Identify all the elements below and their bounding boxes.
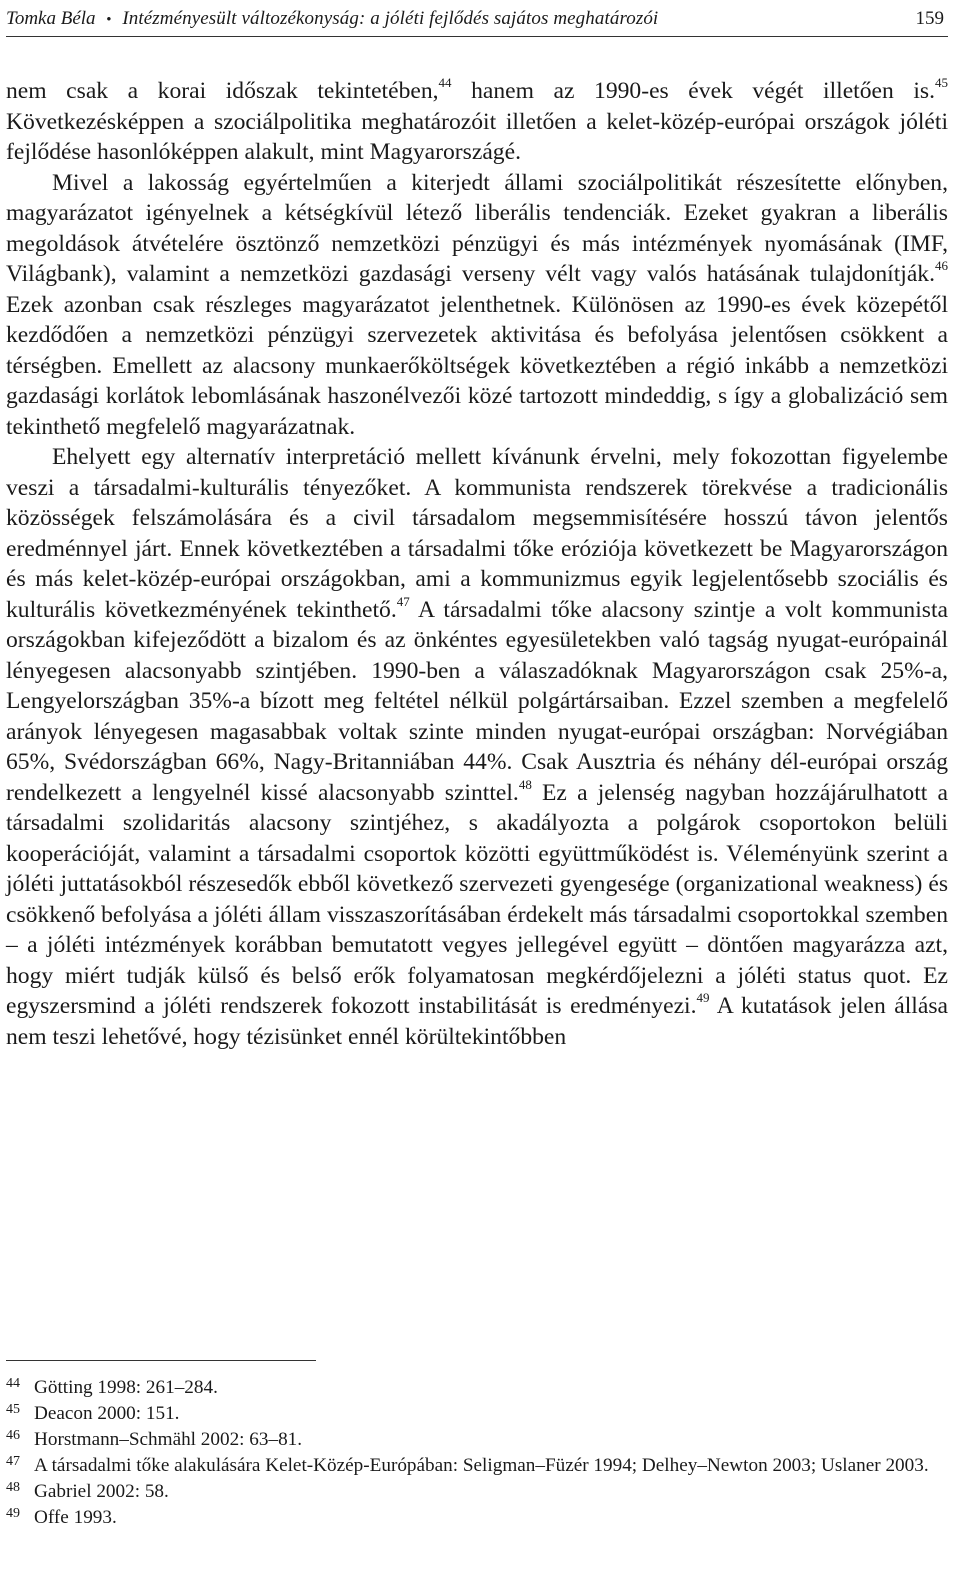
footnote-48	[6, 1479, 948, 1505]
paragraph-3	[6, 442, 948, 1052]
footnote-text: Götting 1998: 261–284.	[34, 1377, 218, 1398]
footnote-number: 45	[6, 1402, 20, 1417]
footnote-ref-46[interactable]: 46	[935, 258, 948, 274]
footnote-49	[6, 1505, 948, 1531]
paragraph-text: A kutatások jelen állása nem teszi lehetővé, hogy tézisünket ennél körültekintőbben	[6, 993, 948, 1050]
footnote-45	[6, 1401, 948, 1427]
running-head	[6, 6, 948, 37]
paragraph-text: hanem az 1990-es évek végét illetően is.	[451, 78, 935, 104]
footnote-ref-49[interactable]: 49	[696, 990, 710, 1006]
footnote-ref-47[interactable]: 47	[396, 593, 410, 609]
footnote-number: 48	[6, 1480, 20, 1495]
footnote-text: A társadalmi tőke alakulására Kelet-Közép-Európában: Seligman–Füzér 1994; Delhey–Newton 2003; Uslaner 2003.	[34, 1455, 929, 1476]
footnote-divider	[6, 1360, 316, 1361]
paragraph-text: nem csak a korai időszak tekintetében,	[6, 78, 439, 104]
footnote-text: Deacon 2000: 151.	[34, 1403, 180, 1424]
footnote-ref-48[interactable]: 48	[518, 776, 532, 792]
footnote-text: Gabriel 2002: 58.	[34, 1481, 169, 1502]
body-text	[6, 76, 948, 1052]
paragraph-2	[6, 168, 948, 443]
footnote-46	[6, 1427, 948, 1453]
footnote-44	[6, 1375, 948, 1401]
paragraph-1	[6, 76, 948, 168]
paragraph-text: Ehelyett egy alternatív interpretáció mellett kívánunk érvelni, mely fokozottan figyelembe veszi a társadalmi-kulturális tényezőket. A kommunista rendszerek törekvése a tradicionális közösségek felszámolására és a civil társadalom megsemmisítésére hosszú távon jelentős eredménnyel járt. Ennek következtében a társadalmi tőke eróziója következett be Magyarországon és más kelet-közép-európai országokban, ami a kommunizmus egyik legjelentősebb szociális és kulturális következményének tekinthető.	[6, 444, 948, 623]
running-head-author: Tomka Béla	[6, 8, 96, 29]
footnote-ref-44[interactable]: 44	[438, 75, 452, 91]
footnote-number: 49	[6, 1506, 20, 1521]
paragraph-text: Mivel a lakosság egyértelműen a kiterjedt állami szociálpolitikát részesítette előnyben, magyarázatot igényelnek a kétségkívül létező liberális tendenciák. Ezeket gyakran a liberális megoldások átvételére ösztönző nemzetközi pénzügyi és más intézmények nyomásának (IMF, Világbank), valamint a nemzetközi gazdasági verseny vélt vagy valós hatásának tulajdonítják.	[6, 169, 948, 287]
paragraph-text: Következésképpen a szociálpolitika meghatározóit illetően a kelet-közép-európai országok jóléti fejlődése hasonlóképpen alakult, mint Magyarországé.	[6, 108, 948, 165]
page-number: 159	[915, 8, 944, 29]
paragraph-text: Ez a jelenség nagyban hozzájárulhatott a társadalmi szolidaritás alacsony szintjéhez, s akadályozta a polgárok csoportokon belüli kooperációját, valamint a társadalmi csoportok közötti együttműködést is. Véleményünk szerint a jóléti juttatásokból részesedők ebből következő szervezeti gyengesége (organizational weakness) és csökkenő befolyása a jóléti állam visszaszorításában érdekelt más társadalmi csoportokkal szemben – a jóléti intézmények korábban bemutatott vegyes jellegével együtt – döntően magyarázza azt, hogy miért tudják külső és belső erők folyamatosan megkérdőjelezni a jóléti status quot. Ez egyszersmind a jóléti rendszerek fokozott instabilitását is eredményezi.	[6, 779, 948, 1019]
footnote-text: Horstmann–Schmähl 2002: 63–81.	[34, 1429, 303, 1450]
running-head-title: Intézményesült változékonyság: a jóléti fejlődés sajátos meghatározói	[122, 8, 659, 29]
footnote-text: Offe 1993.	[34, 1507, 117, 1528]
paragraph-text: Ezek azonban csak részleges magyarázatot jelenthetnek. Különösen az 1990-es évek közepétől kezdődően a nemzetközi pénzügyi szervezetek aktivitása és befolyása jelentősen csökkent a térségben. Emellett az alacsony munkaerőköltségek következtében a régió inkább a nemzetközi gazdasági korlátok lebomlásának haszonélvezői közé tartozott mindeddig, s így a globalizáció sem tekinthető megfelelő magyarázatnak.	[6, 291, 948, 440]
footnote-number: 46	[6, 1428, 20, 1443]
footnotes	[6, 1375, 948, 1531]
running-head-separator: •	[106, 12, 112, 28]
footnote-number: 44	[6, 1376, 20, 1391]
footnote-number: 47	[6, 1454, 20, 1469]
footnote-47	[6, 1453, 948, 1479]
footnote-ref-45[interactable]: 45	[935, 75, 948, 91]
paragraph-text: A társadalmi tőke alacsony szintje a volt kommunista országokban kifejeződött a bizalom és az önkéntes egyesületekben való tagság nyugat-európainál lényegesen alacsonyabb szintjében. 1990-ben a válaszadóknak Magyarországon csak 25%-a, Lengyelországban 35%-a bízott meg feltétel nélkül polgártársaiban. Ezzel szemben a megfelelő arányok lényegesen magasabbak voltak szinte minden nyugat-európai országban: Norvégiában 65%, Svédországban 66%, Nagy-Britanniában 44%. Csak Ausztria és néhány dél-európai ország rendelkezett a lengyelnél kissé alacsonyabb szinttel.	[6, 596, 948, 806]
